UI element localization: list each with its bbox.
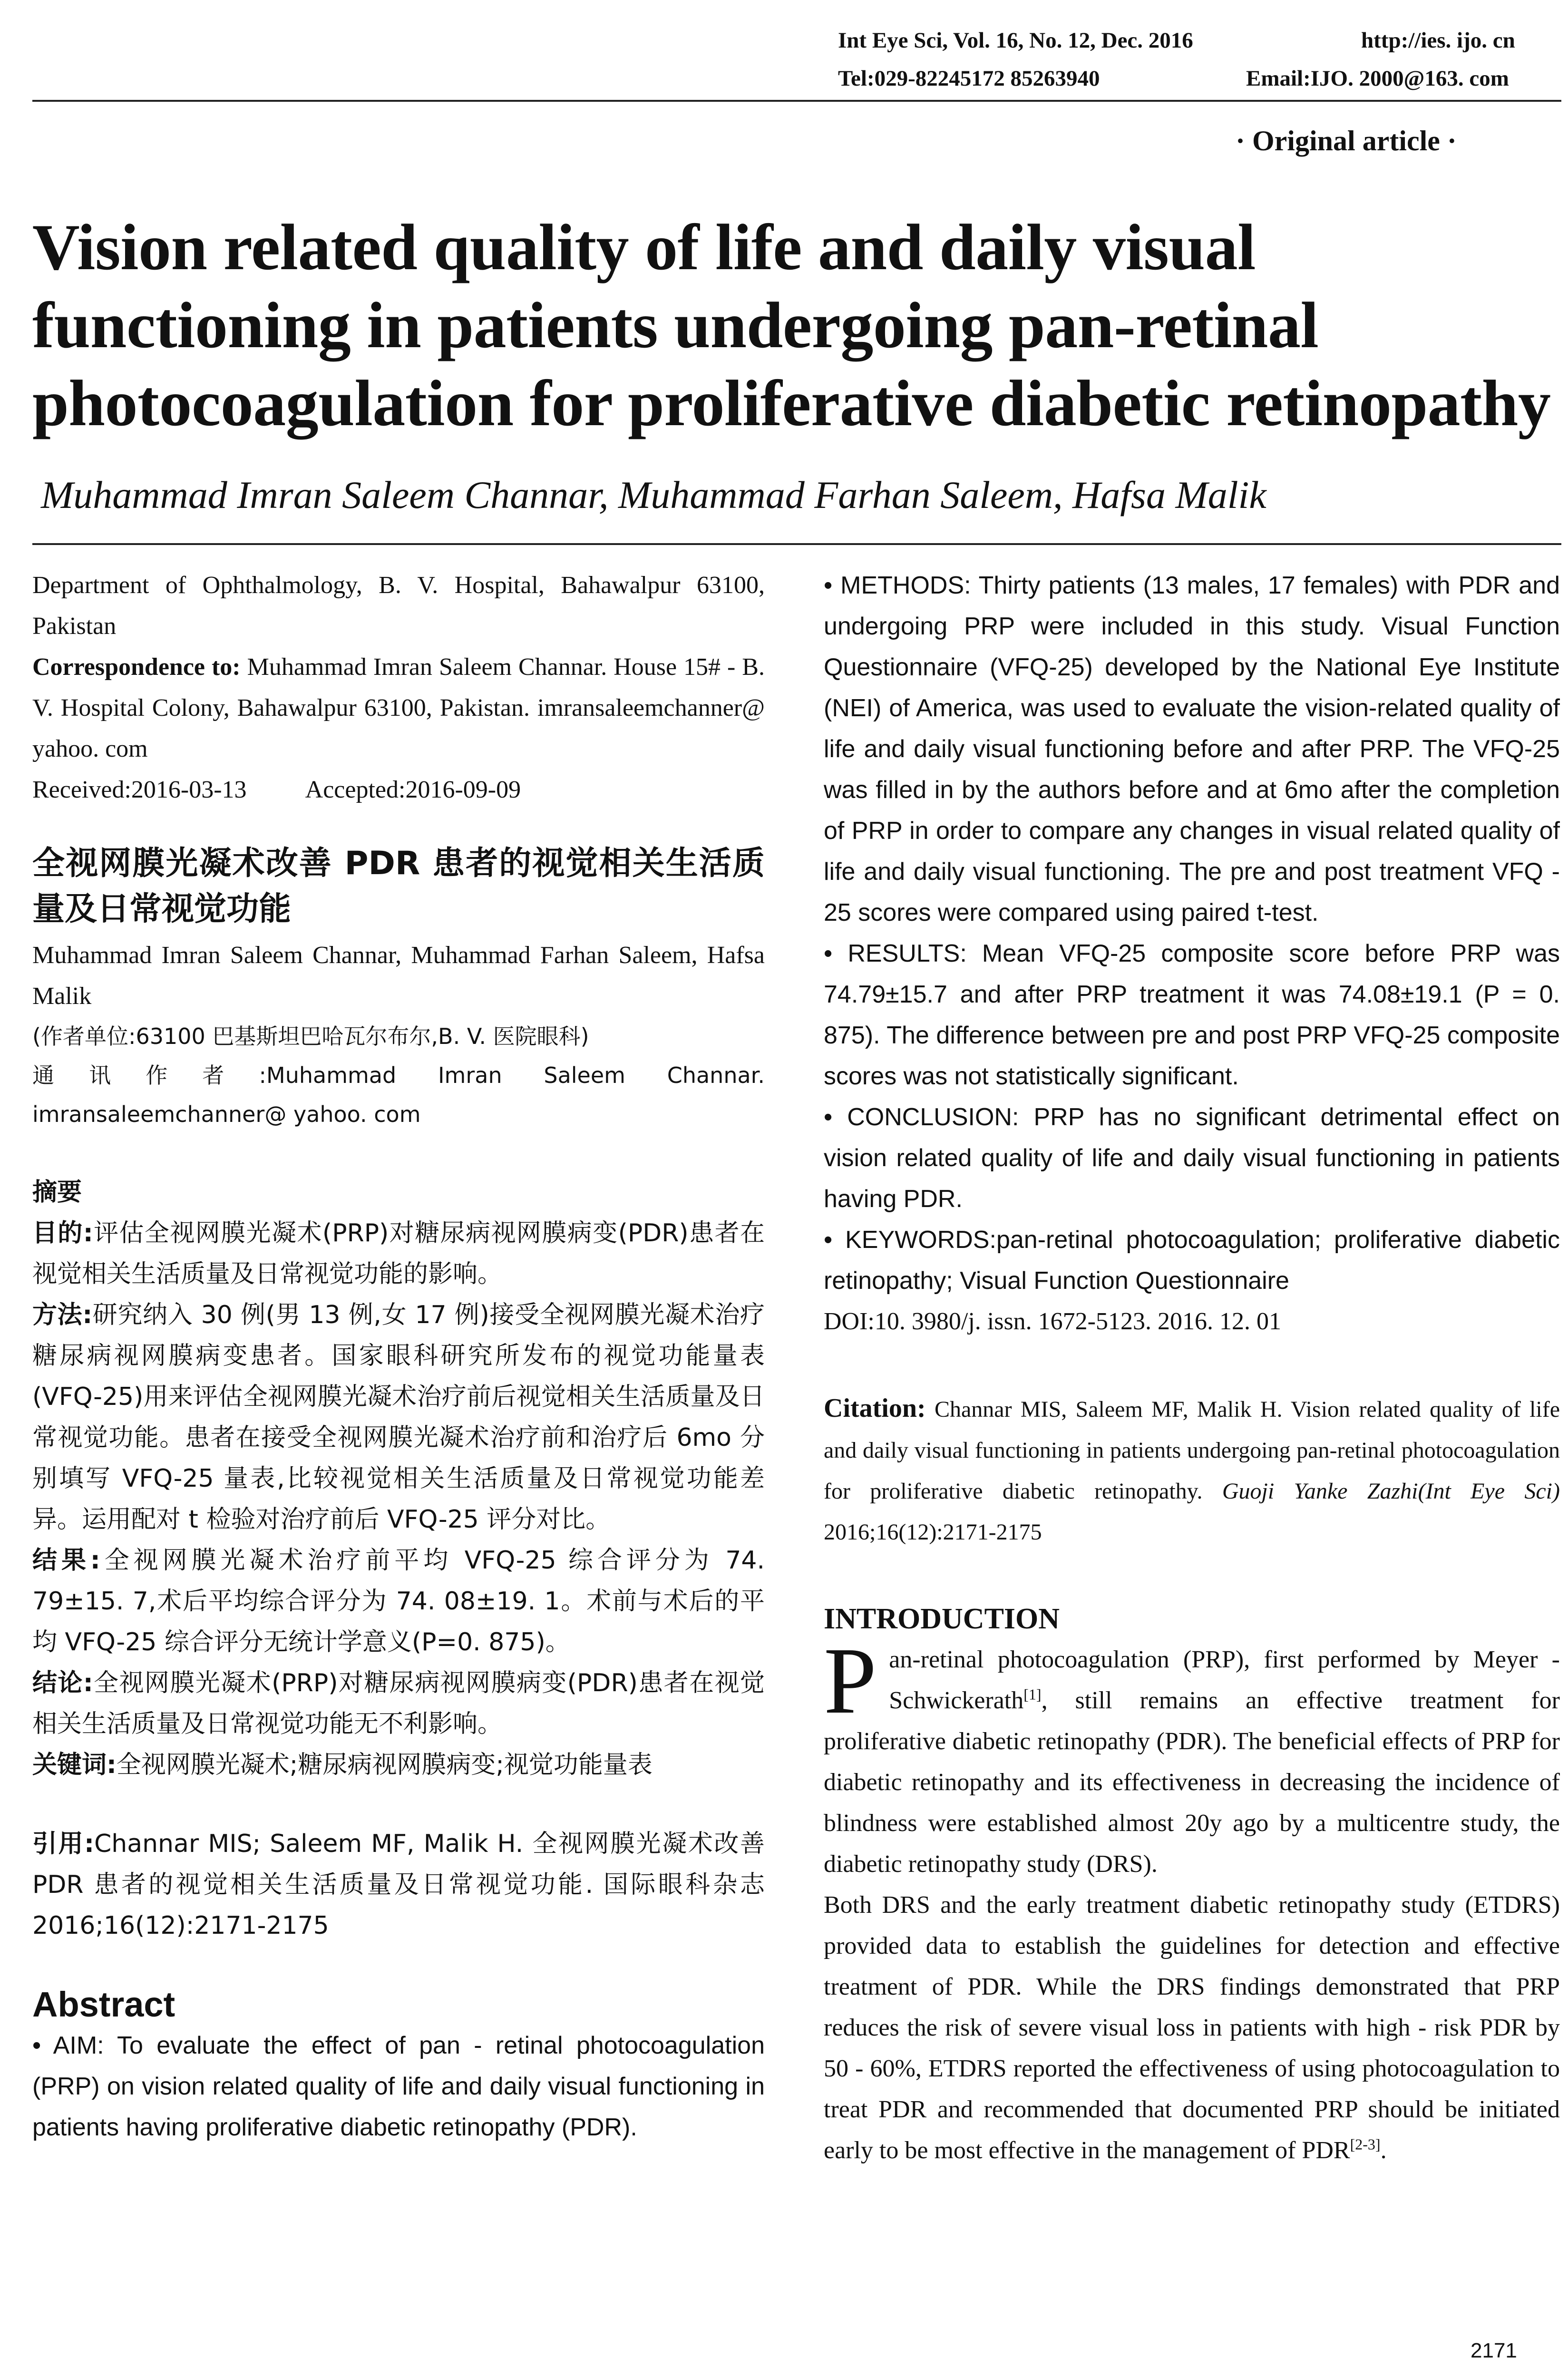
intro-p1-text-a: an-retinal photocoagulation (PRP), first performed by Meyer - Schwickerath: [889, 1646, 1560, 1714]
chinese-conclusion-text: 全视网膜光凝术(PRP)对糖尿病视网膜病变(PDR)患者在视觉相关生活质量及日常视觉功能无不利影响。: [32, 1669, 765, 1738]
intro-p2-text-a: Both DRS and the early treatment diabetic retinopathy study (ETDRS) provided data to establish the guidelines for detection and effective treatment of PDR. While the DRS findings demonstrated that PRP reduces the risk of severe visual loss in patients with high - risk PDR by 50 - 60%, ETDRS reported the effectiveness of using photocoagulation to treat PDR and recommended that documented PRP should be initiated early to be most effective in the management of PDR: [824, 1891, 1560, 2164]
chinese-abstract-head: 摘要: [32, 1178, 82, 1207]
chinese-results: [32, 1540, 765, 1663]
correspondence: [32, 647, 765, 770]
abstract-results: • RESULTS: Mean VFQ-25 composite score before PRP was 74.79±15.7 and after PRP treatment it was 74.08±19.1 (P = 0. 875). The difference between pre and post PRP VFQ-25 composite scores was not statistically significant.: [824, 940, 1560, 1090]
title-rule: [32, 543, 1561, 545]
abstract-keywords: • KEYWORDS:pan-retinal photocoagulation; proliferative diabetic retinopathy; Visual Function Questionnaire: [824, 1226, 1560, 1295]
journal-tel: Tel:029-82245172 85263940: [838, 66, 1100, 91]
introduction-paragraph-2: [824, 1885, 1560, 2171]
accepted-date: Accepted:2016-09-09: [305, 776, 521, 803]
header-rule: [32, 100, 1561, 102]
chinese-conclusion-label: 结论:: [32, 1669, 93, 1697]
chinese-citation-text: Channar MIS; Saleem MF, Malik H. 全视网膜光凝术改善 PDR 患者的视觉相关生活质量及日常视觉功能. 国际眼科杂志 2016;16(12):2171-2175: [32, 1830, 765, 1940]
chinese-aim: [32, 1213, 765, 1295]
chinese-methods-label: 方法:: [32, 1301, 93, 1329]
correspondence-text: Muhammad Imran Saleem Channar. House 15# - B. V. Hospital Colony, Bahawalpur 63100, Pakistan. imransaleemchanner@ yahoo. com: [32, 653, 765, 762]
introduction-head: INTRODUCTION: [824, 1603, 1060, 1635]
ref-1[interactable]: [1]: [1023, 1685, 1042, 1703]
chinese-methods: [32, 1295, 765, 1540]
chinese-methods-text: 研究纳入 30 例(男 13 例,女 17 例)接受全视网膜光凝术治疗糖尿病视网膜病变患者。国家眼科研究所发布的视觉功能量表(VFQ-25)用来评估全视网膜光凝术治疗前后视觉相关生活质量及日常视觉功能。患者在接受全视网膜光凝术治疗前和治疗后 6mo 分别填写 VFQ-25 量表,比较视觉相关生活质量及日常视觉功能差异。运用配对 t 检验对治疗前后 VFQ-25 评分对比。: [32, 1301, 765, 1534]
chinese-keywords-text: 全视网膜光凝术;糖尿病视网膜病变;视觉功能量表: [116, 1751, 653, 1779]
chinese-results-label: 结果:: [32, 1546, 100, 1575]
dates: [32, 770, 765, 810]
citation-journal: Guoji Yanke Zazhi(Int Eye Sci): [1222, 1479, 1560, 1504]
chinese-affiliation: (作者单位:63100 巴基斯坦巴哈瓦尔布尔,B. V. 医院眼科): [32, 1023, 589, 1049]
ref-2-3[interactable]: [2-3]: [1350, 2135, 1381, 2153]
article-type: · Original article ·: [1236, 125, 1457, 156]
journal-info: Int Eye Sci, Vol. 16, No. 12, Dec. 2016: [838, 28, 1193, 53]
chinese-authors: Muhammad Imran Saleem Channar, Muhammad Farhan Saleem, Hafsa Malik: [32, 942, 765, 1010]
chinese-keywords: [32, 1744, 765, 1785]
intro-p1-text-b: , still remains an effective treatment for proliferative diabetic retinopathy (PDR). The beneficial effects of PRP for diabetic retinopathy and its effectiveness in decreasing the incidence of blindness were established almost 20y ago by a multicentre study, the diabetic retinopathy study (DRS).: [824, 1687, 1560, 1878]
citation: [824, 1388, 1560, 1553]
chinese-correspondence: 通讯作者:Muhammad Imran Saleem Channar. imransaleemchanner@ yahoo. com: [32, 1062, 765, 1127]
journal-url[interactable]: http://ies. ijo. cn: [1361, 28, 1515, 53]
citation-text: Channar MIS, Saleem MF, Malik H. Vision related quality of life and daily visual functioning in patients undergoing pan-retinal photocoagulation for proliferative diabetic retinopathy.: [824, 1397, 1560, 1504]
authors: Muhammad Imran Saleem Channar, Muhammad Farhan Saleem, Hafsa Malik: [41, 473, 1266, 516]
citation-volume: 2016;16(12):2171-2175: [824, 1520, 1042, 1545]
chinese-citation: [32, 1823, 765, 1946]
affiliation: Department of Ophthalmology, B. V. Hospital, Bahawalpur 63100, Pakistan: [32, 572, 765, 640]
chinese-conclusion: [32, 1663, 765, 1744]
chinese-aim-label: 目的:: [32, 1219, 93, 1247]
abstract-methods: • METHODS: Thirty patients (13 males, 17 females) with PDR and undergoing PRP were included in this study. Visual Function Questionnaire (VFQ-25) developed by the National Eye Institute (NEI) of America, was used to evaluate the vision-related quality of life and daily visual functioning before and after PRP. The VFQ-25 was filled in by the authors before and at 6mo after the completion of PRP in order to compare any changes in visual related quality of life and daily visual functioning. The pre and post treatment VFQ - 25 scores were compared using paired t-test.: [824, 572, 1560, 926]
abstract-head: Abstract: [32, 1985, 175, 2024]
chinese-results-text: 全视网膜光凝术治疗前平均 VFQ-25 综合评分为 74. 79±15. 7,术后平均综合评分为 74. 08±19. 1。术前与术后的平均 VFQ-25 综合评分无统计学意义(P=0. 875)。: [32, 1546, 765, 1656]
dropcap: P: [824, 1628, 877, 1734]
chinese-citation-label: 引用:: [32, 1830, 94, 1858]
citation-label: Citation:: [824, 1393, 926, 1423]
left-column: [32, 565, 765, 2148]
chinese-aim-text: 评估全视网膜光凝术(PRP)对糖尿病视网膜病变(PDR)患者在视觉相关生活质量及日常视觉功能的影响。: [32, 1219, 765, 1288]
introduction-paragraph-1: [824, 1628, 1560, 1885]
abstract-conclusion: • CONCLUSION: PRP has no significant detrimental effect on vision related quality of life and daily visual functioning in patients having PDR.: [824, 1103, 1560, 1213]
chinese-title: 全视网膜光凝术改善 PDR 患者的视觉相关生活质量及日常视觉功能: [32, 845, 765, 928]
correspondence-label: Correspondence to:: [32, 653, 241, 681]
intro-p2-text-b: .: [1380, 2137, 1387, 2164]
abstract-aim: • AIM: To evaluate the effect of pan - retinal photocoagulation (PRP) on vision related quality of life and daily visual functioning in patients having proliferative diabetic retinopathy (PDR).: [32, 2032, 765, 2141]
right-column: [824, 565, 1560, 2171]
page-title: Vision related quality of life and daily visual functioning in patients undergoing pan-retinal photocoagulation for proliferative diabetic retinopathy: [32, 211, 1551, 439]
chinese-keywords-label: 关键词:: [32, 1751, 117, 1779]
doi[interactable]: DOI:10. 3980/j. issn. 1672-5123. 2016. 12. 01: [824, 1308, 1281, 1335]
page-number: 2171: [1471, 2339, 1517, 2362]
journal-email[interactable]: Email:IJO. 2000@163. com: [1246, 66, 1509, 91]
received-date: Received:2016-03-13: [32, 776, 247, 803]
